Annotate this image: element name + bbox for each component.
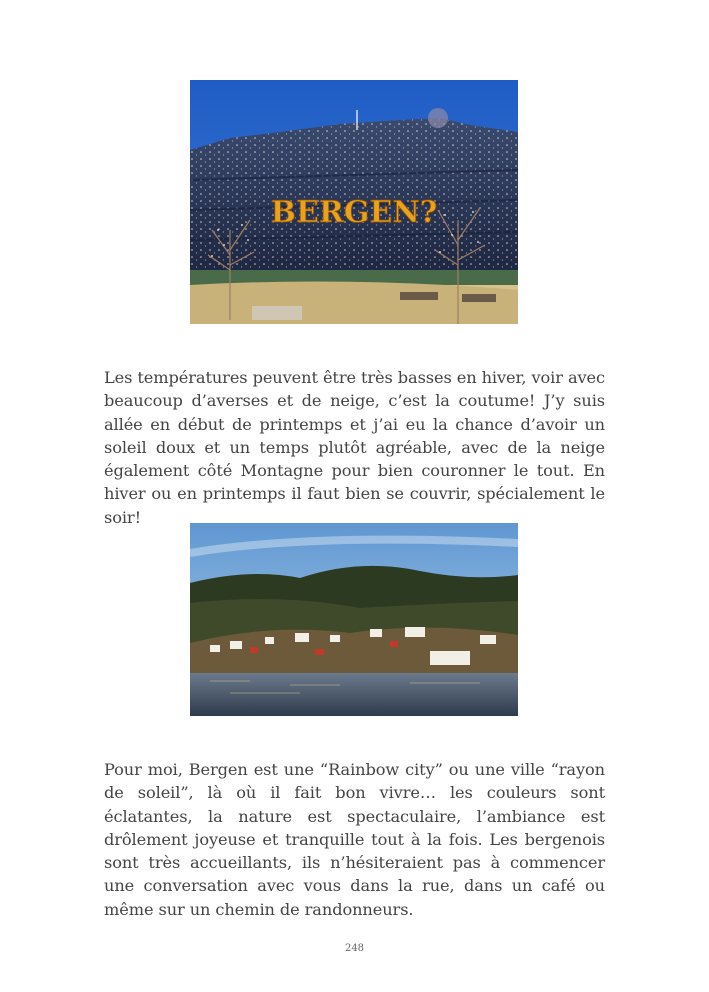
page-number: 248: [344, 943, 365, 954]
harbour-photo: [190, 523, 518, 716]
bergen-sign-text: BERGEN?: [270, 195, 438, 230]
paragraph-weather: Les températures peuvent être très basses en hiver, voir avec beaucoup d’averses et de neige, c’est la coutume! J’y suis allée en début de printemps et j’ai eu la chance d’avoir un soleil doux et un temps plutôt agréable, avec de la neige également côté Montagne pour bien couronner le tout. En hiver ou en printemps il faut bien se couvrir, spécialement le soir!: [104, 368, 605, 527]
bergen-sign-photo: [190, 80, 518, 324]
paragraph-rainbow-city: Pour moi, Bergen est une “Rainbow city” ou une ville “rayon de soleil”, là où il fait bon vivre… les couleurs sont éclatantes, la nature est spectaculaire, l’ambiance est drôlement joyeuse et tranquille tout à la fois. Les bergenois sont très accueillants, ils n’hésiteraient pas à commencer une conversation avec vous dans la rue, dans un café ou même sur un chemin de randonneurs.: [104, 760, 605, 919]
